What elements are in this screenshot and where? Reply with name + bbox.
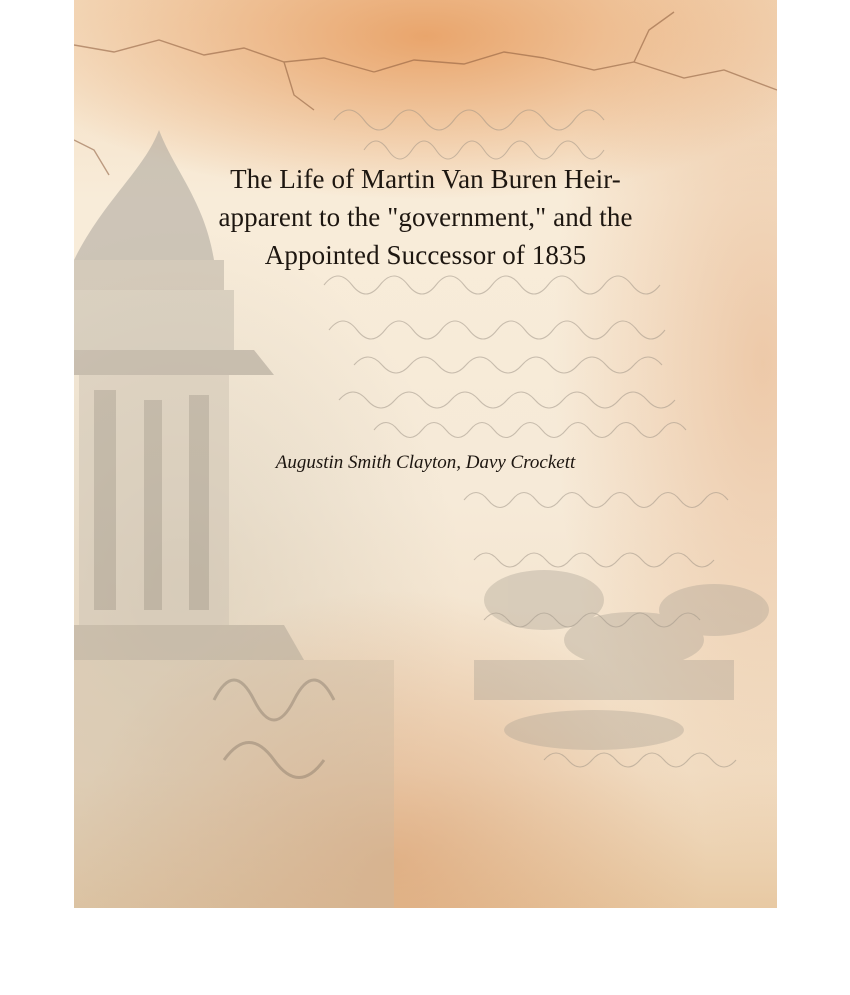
title-line-1: The Life of Martin Van Buren Heir-: [230, 164, 621, 194]
book-title: [74, 160, 777, 274]
paper-cracks: [74, 12, 777, 175]
book-cover: [74, 0, 777, 908]
landscape-sketch: [474, 570, 769, 750]
book-author: Augustin Smith Clayton, Davy Crockett: [275, 452, 576, 473]
title-line-3: Appointed Successor of 1835: [264, 240, 587, 270]
title-line-2: apparent to the "government," and the: [218, 202, 633, 232]
